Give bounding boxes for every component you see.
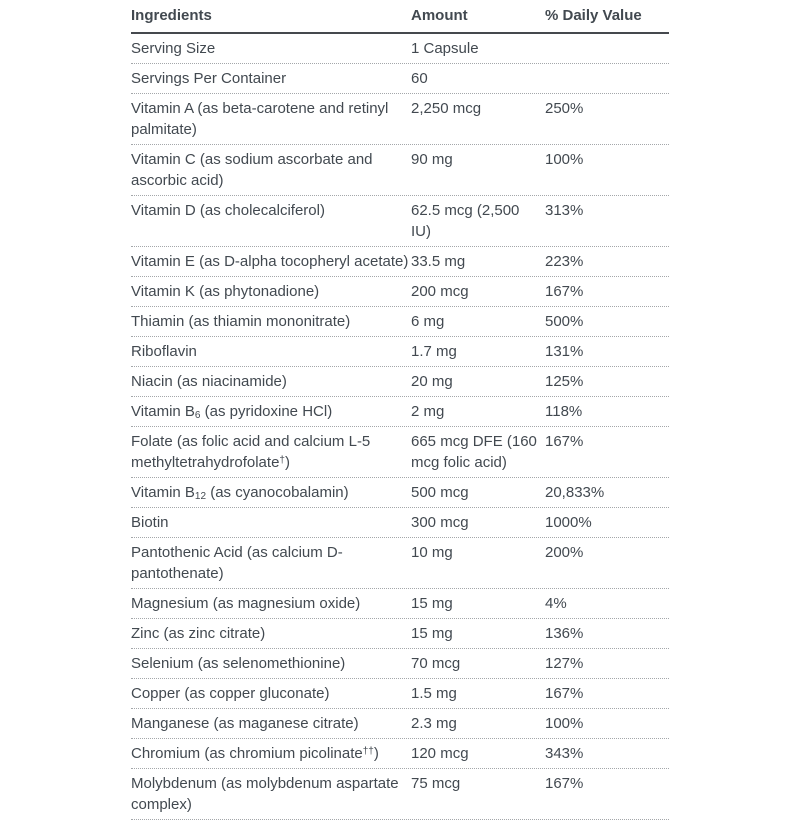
daily-value-cell: 118% <box>545 403 583 420</box>
table-row <box>131 307 669 337</box>
ingredient-cell: Pantothenic Acid (as calcium D-pantothenate) <box>131 544 343 582</box>
daily-value-cell: 100% <box>545 151 584 168</box>
header-amount: Amount <box>411 7 468 24</box>
supplement-facts-table <box>131 5 669 820</box>
table-row <box>131 34 669 64</box>
daily-value-cell: 313% <box>545 202 584 219</box>
amount-cell: 75 mcg <box>411 775 461 792</box>
table-header-row <box>131 5 669 34</box>
table-row <box>131 589 669 619</box>
daily-value-cell: 200% <box>545 544 584 561</box>
table-row <box>131 538 669 589</box>
amount-cell: 300 mcg <box>411 514 469 531</box>
header-daily-value: % Daily Value <box>545 7 642 24</box>
ingredient-cell: Vitamin E (as D-alpha tocopheryl acetate) <box>131 253 409 270</box>
ingredient-cell: Niacin (as niacinamide) <box>131 373 287 390</box>
table-row <box>131 619 669 649</box>
amount-cell: 15 mg <box>411 625 453 642</box>
daily-value-cell: 100% <box>545 715 584 732</box>
ingredient-cell: Vitamin $B_6$ (as pyridoxine HCl) <box>131 403 333 421</box>
amount-cell: 1.7 mg <box>411 343 457 360</box>
ingredient-cell: Vitamin $B_{12}$ (as cyanocobalamin) <box>131 484 349 502</box>
table-row <box>131 367 669 397</box>
amount-cell: 2,250 mcg <box>411 100 482 117</box>
table-row <box>131 64 669 94</box>
amount-cell: 2 mg <box>411 403 445 420</box>
ingredient-cell: Folate (as folic acid and calcium L-5 methyltetrahydrofolate†) <box>131 433 371 471</box>
table-row <box>131 397 669 427</box>
ingredient-cell: Servings Per Container <box>131 70 287 87</box>
daily-value-cell: 343% <box>545 745 584 762</box>
ingredient-cell: Vitamin D (as cholecalciferol) <box>131 202 325 219</box>
daily-value-cell: 167% <box>545 685 584 702</box>
amount-cell: 33.5 mg <box>411 253 466 270</box>
table-row <box>131 508 669 538</box>
ingredient-cell: Vitamin K (as phytonadione) <box>131 283 320 300</box>
ingredient-cell: Magnesium (as magnesium oxide) <box>131 595 361 612</box>
daily-value-cell: 131% <box>545 343 584 360</box>
daily-value-cell: 136% <box>545 625 584 642</box>
table-row <box>131 649 669 679</box>
daily-value-cell: 250% <box>545 100 584 117</box>
amount-cell: 60 <box>411 70 428 87</box>
table-row <box>131 196 669 247</box>
ingredient-cell: Biotin <box>131 514 169 531</box>
table-row <box>131 679 669 709</box>
amount-cell: 120 mcg <box>411 745 469 762</box>
table-row <box>131 94 669 145</box>
table-row <box>131 277 669 307</box>
amount-cell: 500 mcg <box>411 484 469 501</box>
amount-cell: 665 mcg DFE (160 mcg folic acid) <box>411 433 537 471</box>
daily-value-cell: 223% <box>545 253 584 270</box>
ingredient-cell: Zinc (as zinc citrate) <box>131 625 266 642</box>
table-body <box>131 34 669 820</box>
ingredient-cell: Manganese (as maganese citrate) <box>131 715 359 732</box>
table-row <box>131 739 669 769</box>
daily-value-cell: 167% <box>545 283 584 300</box>
ingredient-cell: Vitamin A (as beta-carotene and retinyl palmitate) <box>131 100 389 138</box>
table-row <box>131 478 669 508</box>
amount-cell: 200 mcg <box>411 283 469 300</box>
ingredient-cell: Thiamin (as thiamin mononitrate) <box>131 313 351 330</box>
ingredient-cell: Molybdenum (as molybdenum aspartate complex) <box>131 775 399 813</box>
daily-value-cell <box>545 38 669 59</box>
amount-cell: 2.3 mg <box>411 715 457 732</box>
amount-cell: 90 mg <box>411 151 453 168</box>
ingredient-cell: Riboflavin <box>131 343 197 360</box>
amount-cell: 6 mg <box>411 313 445 330</box>
daily-value-cell: 127% <box>545 655 584 672</box>
daily-value-cell: 167% <box>545 433 584 450</box>
daily-value-cell: 167% <box>545 775 584 792</box>
ingredient-cell: Serving Size <box>131 40 216 57</box>
amount-cell: 10 mg <box>411 544 453 561</box>
daily-value-cell: 500% <box>545 313 584 330</box>
table-row <box>131 337 669 367</box>
daily-value-cell: 125% <box>545 373 584 390</box>
ingredient-cell: Copper (as copper gluconate) <box>131 685 330 702</box>
header-ingredients: Ingredients <box>131 7 212 24</box>
table-row <box>131 709 669 739</box>
amount-cell: 20 mg <box>411 373 453 390</box>
table-row <box>131 769 669 820</box>
ingredient-cell: Chromium (as chromium picolinate††) <box>131 745 379 762</box>
daily-value-cell: 1000% <box>545 514 592 531</box>
ingredient-cell: Vitamin C (as sodium ascorbate and ascorbic acid) <box>131 151 373 189</box>
amount-cell: 70 mcg <box>411 655 461 672</box>
daily-value-cell: 20,833% <box>545 484 605 501</box>
table-row <box>131 145 669 196</box>
amount-cell: 1.5 mg <box>411 685 457 702</box>
amount-cell: 15 mg <box>411 595 453 612</box>
table-row <box>131 427 669 478</box>
amount-cell: 1 Capsule <box>411 40 479 57</box>
amount-cell: 62.5 mcg (2,500 IU) <box>411 202 520 240</box>
daily-value-cell: 4% <box>545 595 567 612</box>
table-row <box>131 247 669 277</box>
ingredient-cell: Selenium (as selenomethionine) <box>131 655 346 672</box>
daily-value-cell <box>545 68 669 89</box>
